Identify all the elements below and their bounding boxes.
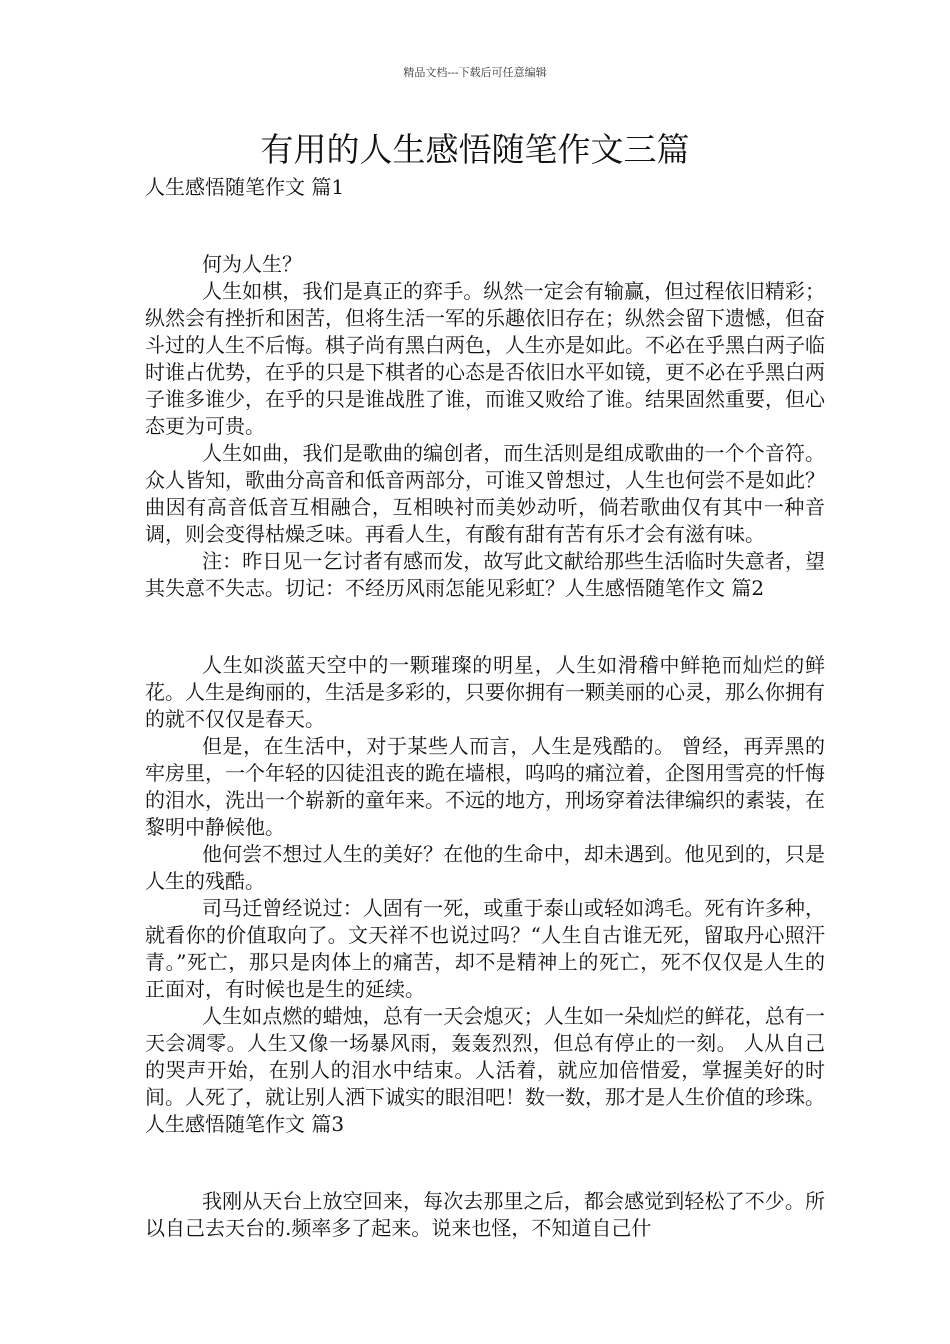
paragraph: 我刚从天台上放空回来，每次去那里之后，都会感觉到轻松了不少。所以自己去天台的.频率多了起来。说来也怪，不知道自己什: [145, 1189, 825, 1240]
page-header-watermark: 精品文档---下载后可任意编辑: [403, 66, 547, 79]
paragraph: 人生如棋，我们是真正的弈手。纵然一定会有输赢，但过程依旧精彩；纵然会有挫折和困苦，但将生活一军的乐趣依旧存在；纵然会留下遗憾，但奋斗过的人生不后悔。棋子尚有黑白两色，人生亦是如此。不必在乎黑白两子临时谁占优势，在乎的只是下棋者的心态是否依旧水平如镜，更不必在乎黑白两子谁多谁少，在乎的只是谁战胜了谁，而谁又败给了谁。结果固然重要，但心态更为可贵。: [145, 279, 825, 438]
paragraph: 人生如点燃的蜡烛，总有一天会熄灭；人生如一朵灿烂的鲜花，总有一天会凋零。人生又像一场暴风雨，轰轰烈烈，但总有停止的一刻。 人从自己的哭声开始，在别人的泪水中结束。人活着，就应加倍惜爱，掌握美好的时间。人死了，就让别人洒下诚实的眼泪吧！数一数，那才是人生价值的珍珠。人生感悟随笔作文 篇3: [145, 1004, 825, 1136]
paragraph: 但是，在生活中，对于某些人而言，人生是残酷的。 曾经，再弄黑的牢房里，一个年轻的囚徒沮丧的跪在墙根，呜呜的痛泣着，企图用雪亮的忏悔的泪水，洗出一个崭新的童年来。不远的地方，刑场穿着法律编织的素装，在黎明中静候他。: [145, 734, 825, 839]
paragraph: 注：昨日见一乞讨者有感而发，故写此文献给那些生活临时失意者，望其失意不失志。切记：不经历风雨怎能见彩虹？人生感悟随笔作文 篇2: [145, 549, 825, 600]
section-heading-1: 人生感悟随笔作文 篇1: [145, 175, 345, 199]
document-body: [145, 174, 825, 1242]
paragraph: 他何尝不想过人生的美好？在他的生命中，却未遇到。他见到的，只是人生的残酷。: [145, 842, 825, 893]
paragraph: 人生如淡蓝天空中的一颗璀璨的明星，人生如滑稽中鲜艳而灿烂的鲜花。人生是绚丽的，生活是多彩的，只要你拥有一颗美丽的心灵，那么你拥有的就不仅仅是春天。: [145, 653, 825, 731]
section-gap: [145, 602, 825, 652]
paragraph: 司马迁曾经说过：人固有一死，或重于泰山或轻如鸿毛。死有许多种，就看你的价值取向了。文天祥不也说过吗？“人生自古谁无死，留取丹心照汗青。”死亡，那只是肉体上的痛苦，却不是精神上的死亡，死不仅仅是人生的正面对，有时候也是生的延续。: [145, 896, 825, 1001]
document-title: 有用的人生感悟随笔作文三篇: [260, 130, 690, 169]
section-gap: [145, 1138, 825, 1188]
paragraph: 人生如曲，我们是歌曲的编创者，而生活则是组成歌曲的一个个音符。众人皆知，歌曲分高音和低音两部分，可谁又曾想过，人生也何尝不是如此？曲因有高音低音互相融合，互相映衬而美妙动听，倘若歌曲仅有其中一种音调，则会变得枯燥乏味。再看人生，有酸有甜有苦有乐才会有滋有味。: [145, 441, 825, 546]
paragraph: 何为人生？: [202, 252, 302, 276]
section-gap: [145, 201, 825, 251]
